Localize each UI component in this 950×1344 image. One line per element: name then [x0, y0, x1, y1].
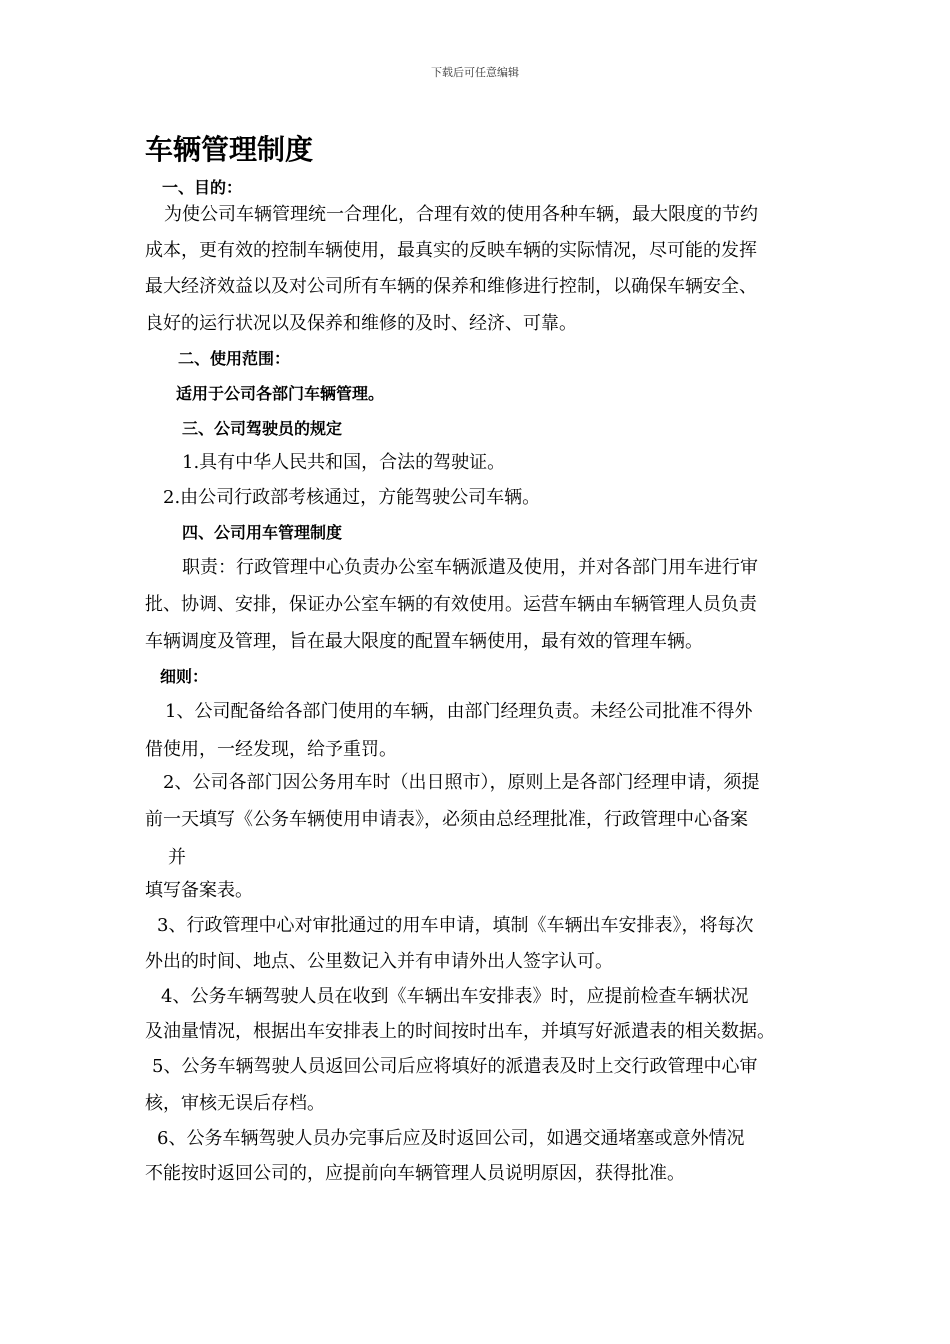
list-item: 1.具有中华人民共和国，合法的驾驶证。 [182, 452, 506, 473]
rule-line: 2、公司各部门因公务用车时（出日照市），原则上是各部门经理申请，须提 [163, 772, 760, 793]
section-1-heading: 一、目的： [162, 178, 243, 197]
paragraph-line: 职责：行政管理中心负责办公室车辆派遣及使用，并对各部门用车进行审 [182, 557, 758, 578]
rule-line: 填写备案表。 [145, 880, 253, 901]
rule-line: 核，审核无误后存档。 [145, 1093, 325, 1114]
rule-line: 及油量情况，根据出车安排表上的时间按时出车，并填写好派遣表的相关数据。 [145, 1021, 775, 1042]
paragraph-line: 最大经济效益以及对公司所有车辆的保养和维修进行控制，以确保车辆安全、 [145, 276, 757, 297]
paragraph-line: 车辆调度及管理，旨在最大限度的配置车辆使用，最有效的管理车辆。 [145, 631, 703, 652]
document-title: 车辆管理制度 [145, 133, 314, 166]
section-2-body: 适用于公司各部门车辆管理。 [176, 384, 385, 403]
rule-line: 1、公司配备给各部门使用的车辆，由部门经理负责。未经公司批准不得外 [165, 701, 753, 722]
paragraph-line: 成本，更有效的控制车辆使用，最真实的反映车辆的实际情况，尽可能的发挥 [145, 240, 757, 261]
rule-line: 前一天填写《公务车辆使用申请表》，必须由总经理批准，行政管理中心备案 [145, 809, 748, 830]
rule-line: 4、公务车辆驾驶人员在收到《车辆出车安排表》时，应提前检查车辆状况 [161, 986, 749, 1007]
paragraph-line: 批、协调、安排，保证办公室车辆的有效使用。运营车辆由车辆管理人员负责 [145, 594, 757, 615]
list-item: 2.由公司行政部考核通过，方能驾驶公司车辆。 [163, 487, 541, 508]
rule-line: 3、行政管理中心对审批通过的用车申请，填制《车辆出车安排表》，将每次 [157, 915, 754, 936]
rule-line: 借使用，一经发现，给予重罚。 [145, 739, 397, 760]
rule-line: 不能按时返回公司的，应提前向车辆管理人员说明原因，获得批准。 [145, 1163, 685, 1184]
section-4-heading: 四、公司用车管理制度 [182, 523, 343, 542]
paragraph-line: 为使公司车辆管理统一合理化，合理有效的使用各种车辆，最大限度的节约 [164, 204, 758, 225]
rule-line: 5、公务车辆驾驶人员返回公司后应将填好的派遣表及时上交行政管理中心审 [152, 1056, 758, 1077]
rules-heading: 细则： [160, 667, 209, 686]
section-2-heading: 二、使用范围： [178, 349, 291, 368]
paragraph-line: 良好的运行状况以及保养和维修的及时、经济、可靠。 [145, 313, 577, 334]
rule-line: 并 [168, 847, 186, 868]
page-header: 下载后可任意编辑 [431, 66, 519, 79]
section-3-heading: 三、公司驾驶员的规定 [182, 419, 343, 438]
rule-line: 6、公务车辆驾驶人员办完事后应及时返回公司，如遇交通堵塞或意外情况 [157, 1128, 745, 1149]
rule-line: 外出的时间、地点、公里数记入并有申请外出人签字认可。 [145, 951, 613, 972]
